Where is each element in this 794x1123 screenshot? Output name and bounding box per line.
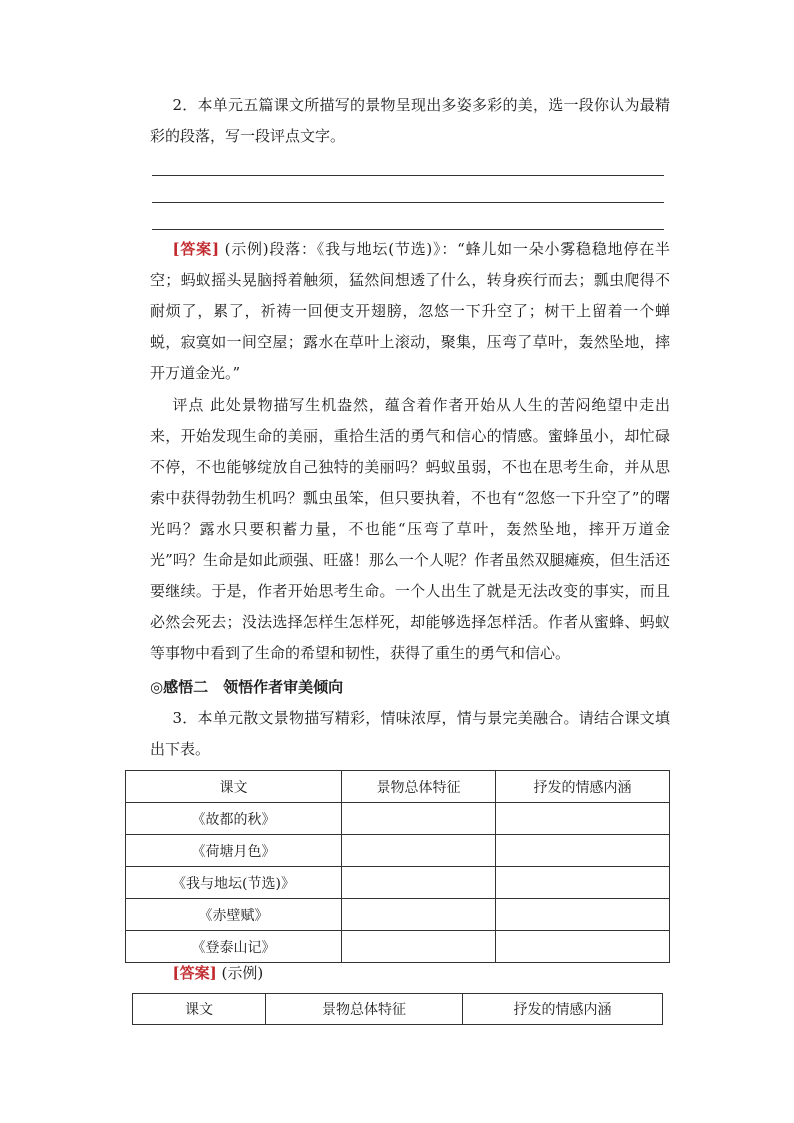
table-cell <box>342 867 496 899</box>
table-cell <box>342 835 496 867</box>
comment-label: 评点 <box>172 396 205 414</box>
answer-line-3 <box>152 229 664 230</box>
table-cell: 《登泰山记》 <box>126 931 342 963</box>
answer-tag: [答案] <box>172 240 220 258</box>
answer-1-text: (示例)段落：《我与地坛(节选)》：“蜂儿如一朵小雾稳稳地停在半空；蚂蚁摇头晃脑捋着触须，猛然间想透了什么，转身疾行而去；瓢虫爬得不耐烦了，累了，祈祷一回便支开翅膀，忽悠一下升空了；树干上留着一个蝉蜕，寂寞如一间空屋；露水在草叶上滚动，聚集，压弯了草叶，轰然坠地，摔开万道金光。” <box>150 240 670 382</box>
answer-line-1 <box>152 175 664 176</box>
table-header-cell: 景物总体特征 <box>342 771 496 803</box>
table-cell: 《我与地坛(节选)》 <box>126 867 342 899</box>
question-3 <box>150 703 670 765</box>
answer-tag: [答案] <box>172 964 217 982</box>
table-header-row <box>126 771 670 803</box>
table-row <box>126 867 670 899</box>
table-cell: 《故都的秋》 <box>126 803 342 835</box>
table-header-cell: 景物总体特征 <box>266 994 463 1025</box>
table-row <box>126 803 670 835</box>
question-2 <box>150 90 670 152</box>
answer-1 <box>150 234 670 389</box>
table-header-cell: 抒发的情感内涵 <box>496 771 670 803</box>
table-header-cell: 课文 <box>126 771 342 803</box>
table-header-cell: 抒发的情感内涵 <box>463 994 663 1025</box>
table-header-cell: 课文 <box>133 994 266 1025</box>
table-cell <box>496 899 670 931</box>
fill-table <box>125 770 670 963</box>
table-cell <box>342 899 496 931</box>
comment-text: 此处景物描写生机盎然，蕴含着作者开始从人生的苦闷绝望中走出来，开始发现生命的美丽，重拾生活的勇气和信心的情感。蜜蜂虽小，却忙碌不停，不也能够绽放自己独特的美丽吗？蚂蚁虽弱，不也在思考生命，并从思索中获得勃勃生机吗？瓢虫虽笨，但只要执着，不也有“忽悠一下升空了”的曙光吗？露水只要积蓄力量，不也能“压弯了草叶，轰然坠地，摔开万道金光”吗？生命是如此顽强、旺盛！那么一个人呢？作者虽然双腿瘫痪，但生活还要继续。于是，作者开始思考生命。一个人出生了就是无法改变的事实，而且必然会死去；没法选择怎样生怎样死，却能够选择怎样活。作者从蜜蜂、蚂蚁等事物中看到了生命的希望和韧性，获得了重生的勇气和信心。 <box>150 396 670 662</box>
question-3-text: 3．本单元散文景物描写精彩，情味浓厚，情与景完美融合。请结合课文填出下表。 <box>150 709 670 758</box>
table-cell <box>496 867 670 899</box>
table-cell <box>496 835 670 867</box>
table-cell <box>496 803 670 835</box>
table-cell <box>342 803 496 835</box>
table-cell: 《赤壁赋》 <box>126 899 342 931</box>
table-row <box>126 899 670 931</box>
question-2-text: 2．本单元五篇课文所描写的景物呈现出多姿多彩的美，选一段你认为最精彩的段落，写一段评点文字。 <box>150 96 670 145</box>
answer-table <box>132 993 663 1025</box>
answer-2-text: (示例) <box>221 964 264 982</box>
section-heading: ◎感悟二 领悟作者审美倾向 <box>150 678 344 696</box>
answer-line-2 <box>152 202 664 203</box>
answer-2 <box>150 958 670 989</box>
table-row <box>126 835 670 867</box>
comment-paragraph <box>150 390 670 669</box>
table-cell: 《荷塘月色》 <box>126 835 342 867</box>
table-header-row <box>133 994 663 1025</box>
